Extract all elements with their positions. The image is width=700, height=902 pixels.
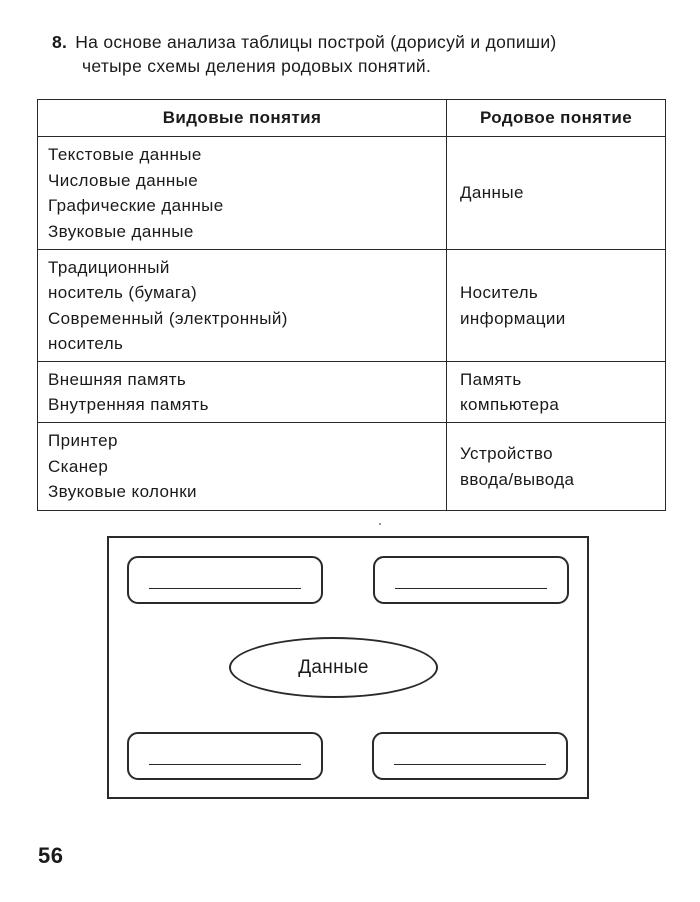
generic-cell: [447, 423, 666, 511]
specific-item: Числовые данные: [48, 170, 199, 190]
specific-item: Современный (электронный): [48, 308, 288, 328]
task-text-line-1: На основе анализа таблицы построй (дорисуй и допиши): [75, 32, 557, 52]
scheme-box-bottom-left[interactable]: [127, 732, 323, 780]
specific-item: носитель (бумага): [48, 283, 198, 302]
specific-item: носитель: [48, 334, 124, 353]
specific-cell: [38, 362, 447, 423]
table-header-row: [38, 100, 666, 137]
scheme-center-label: Данные: [298, 656, 369, 678]
answer-line: [149, 764, 301, 765]
generic-item: компьютера: [460, 395, 560, 414]
task-number: 8.: [52, 32, 68, 52]
division-scheme: [107, 536, 589, 799]
generic-item: Память: [460, 369, 522, 389]
table-row: [38, 362, 666, 423]
answer-line: [149, 588, 301, 589]
table-row: [38, 250, 666, 362]
answer-line: [394, 764, 546, 765]
specific-cell: [38, 423, 447, 511]
scheme-box-top-right[interactable]: [373, 556, 569, 604]
specific-item: Внутренняя память: [48, 395, 209, 414]
table-row: [38, 137, 666, 250]
header-generic-concept: Родовое понятие: [447, 100, 666, 137]
task-line-1: [52, 30, 682, 54]
header-specific-concepts: Видовые понятия: [38, 100, 447, 137]
specific-item: Звуковые колонки: [48, 482, 197, 502]
generic-item: Устройство: [460, 444, 553, 463]
specific-item: Традиционный: [48, 257, 170, 277]
generic-item: Носитель: [460, 283, 539, 302]
answer-line: [395, 588, 547, 589]
task-statement: [52, 30, 682, 78]
generic-item: Данные: [460, 183, 524, 203]
specific-item: Текстовые данные: [48, 145, 202, 164]
generic-cell: [447, 137, 666, 250]
generic-cell: [447, 250, 666, 362]
print-speck: [379, 523, 381, 525]
specific-cell: [38, 250, 447, 362]
specific-item: Принтер: [48, 431, 118, 451]
table-row: [38, 423, 666, 511]
specific-item: Сканер: [48, 456, 109, 476]
task-text-line-2: четыре схемы деления родовых понятий.: [82, 56, 432, 76]
generic-item: ввода/вывода: [460, 469, 575, 489]
scheme-box-bottom-right[interactable]: [372, 732, 568, 780]
concepts-table: [37, 99, 666, 511]
specific-item: Звуковые данные: [48, 221, 194, 241]
specific-item: Внешняя память: [48, 369, 187, 389]
page-number: 56: [38, 843, 64, 868]
specific-cell: [38, 137, 447, 250]
specific-item: Графические данные: [48, 196, 224, 215]
scheme-box-top-left[interactable]: [127, 556, 323, 604]
scheme-center-oval: [229, 637, 438, 698]
generic-cell: [447, 362, 666, 423]
generic-item: информации: [460, 308, 566, 328]
